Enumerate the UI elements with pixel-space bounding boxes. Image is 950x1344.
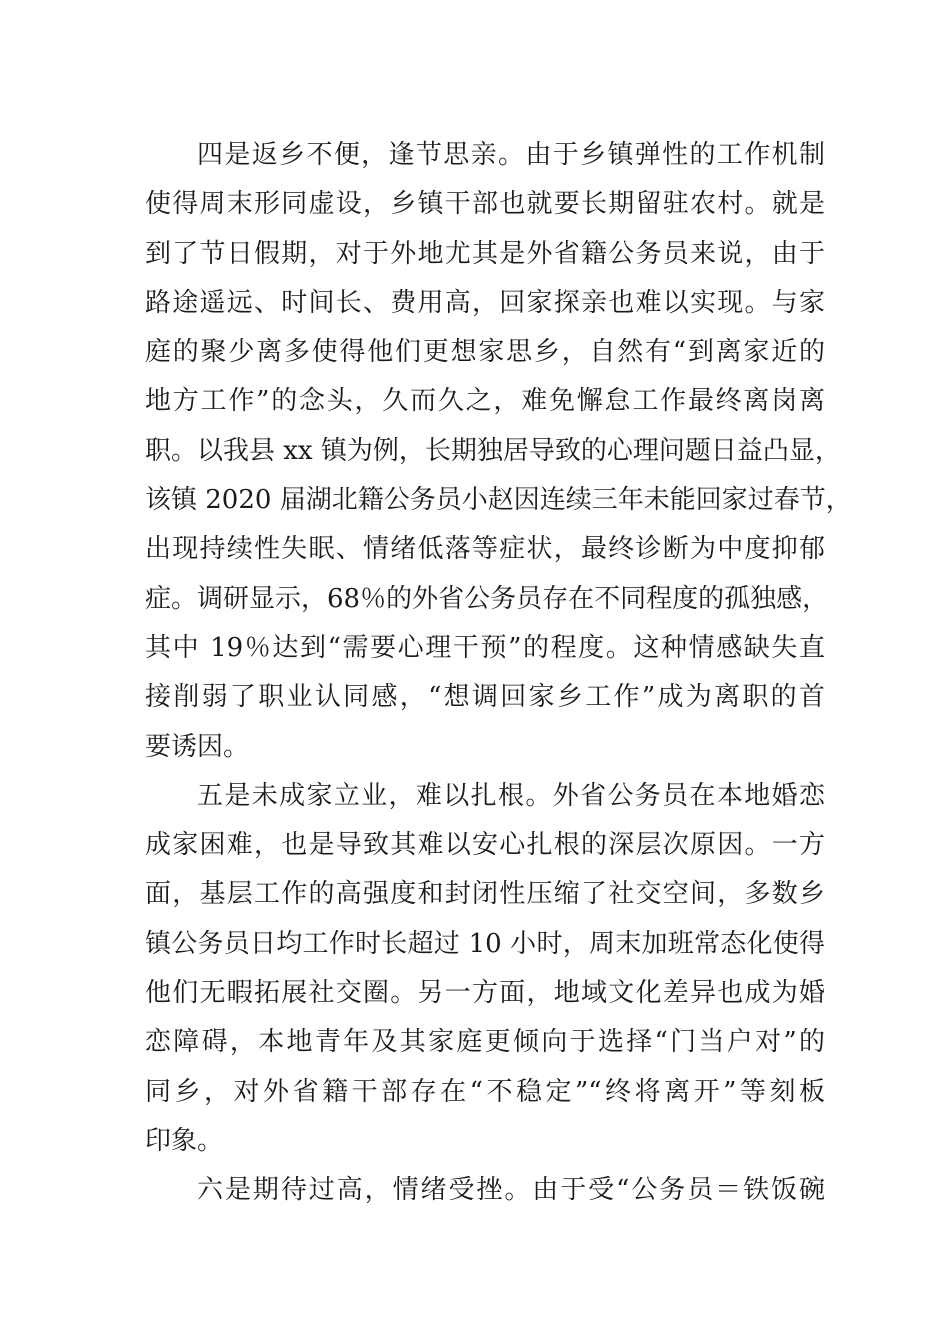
text-line: 面，基层工作的高强度和封闭性压缩了社交空间，多数乡 [145,879,825,910]
text-line: 其中 19％达到“需要心理干预”的程度。这种情感缺失直 [145,632,825,663]
text-line: 六是期待过高，情绪受挫。由于受“公务员＝铁饭碗 [197,1175,825,1206]
paragraph-return-home [145,131,852,772]
text-line: 五是未成家立业，难以扎根。外省公务员在本地婚恋 [197,780,825,811]
text-line: 职。以我县 xx 镇为例，长期独居导致的心理问题日益凸显， [145,435,841,466]
text-line: 到了节日假期，对于外地尤其是外省籍公务员来说，由于 [145,238,825,269]
text-line: 他们无暇拓展社交圈。另一方面，地域文化差异也成为婚 [145,978,825,1009]
text-line: 地方工作”的念头，久而久之，难免懈怠工作最终离岗离 [145,386,825,417]
text-line: 印象。 [145,1125,224,1156]
text-line: 要诱因。 [145,731,250,762]
paragraph-expectations [145,1166,825,1215]
paragraph-marriage [145,772,825,1166]
text-line: 庭的聚少离多使得他们更想家思乡，自然有“到离家近的 [145,337,825,368]
text-line: 成家困难，也是导致其难以安心扎根的深层次原因。一方 [145,830,825,861]
text-line: 接削弱了职业认同感，“想调回家乡工作”成为离职的首 [145,682,825,713]
text-line: 使得周末形同虚设，乡镇干部也就要长期留驻农村。就是 [145,189,825,220]
text-line: 症。调研显示，68％的外省公务员存在不同程度的孤独感， [145,583,829,614]
text-line: 恋障碍，本地青年及其家庭更倾向于选择“门当户对”的 [145,1027,825,1058]
text-line: 镇公务员日均工作时长超过 10 小时，周末加班常态化使得 [145,928,825,959]
text-line: 四是返乡不便，逢节思亲。由于乡镇弹性的工作机制 [197,140,825,170]
text-line: 该镇 2020 届湖北籍公务员小赵因连续三年未能回家过春节， [145,485,852,516]
text-line: 出现持续性失眠、情绪低落等症状，最终诊断为中度抑郁 [145,534,825,565]
text-line: 路途遥远、时间长、费用高，回家探亲也难以实现。与家 [145,287,825,318]
document-body [145,131,852,1216]
text-line: 同乡，对外省籍干部存在“不稳定”“终将离开”等刻板 [145,1076,825,1107]
